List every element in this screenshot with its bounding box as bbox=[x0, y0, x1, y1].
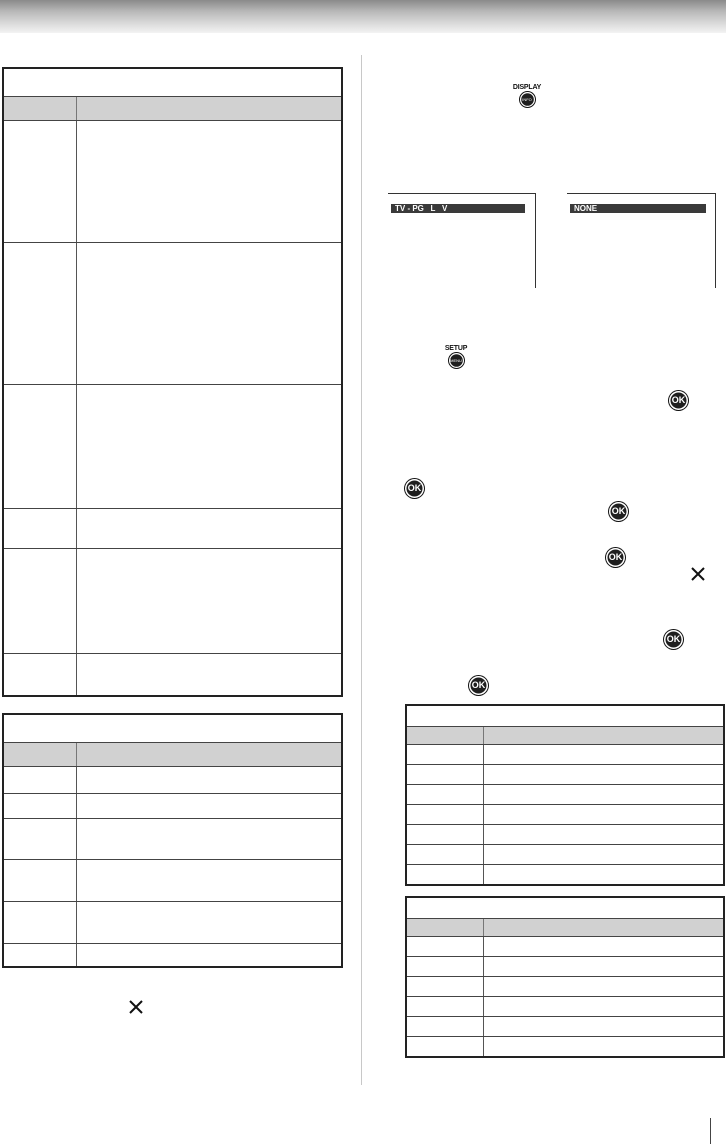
table-title bbox=[407, 706, 723, 727]
tv-screen-rating bbox=[388, 193, 536, 288]
table-row bbox=[407, 937, 723, 957]
info-label: INFO bbox=[520, 92, 535, 107]
ok-button-icon: OK bbox=[606, 548, 625, 567]
table-header bbox=[4, 743, 341, 767]
table-row bbox=[4, 794, 341, 819]
table-row bbox=[4, 549, 341, 654]
table-row bbox=[4, 121, 341, 243]
table-title bbox=[4, 715, 341, 743]
column-divider bbox=[361, 55, 362, 1085]
table-row bbox=[4, 509, 341, 549]
rating-osd-bar: TV - PG L V bbox=[391, 204, 525, 213]
display-label: DISPLAY bbox=[512, 84, 542, 91]
table-row bbox=[407, 865, 723, 884]
none-osd-bar: NONE bbox=[570, 204, 706, 213]
table-row bbox=[407, 745, 723, 765]
tv-screen-none bbox=[567, 193, 716, 288]
ok-button-icon: OK bbox=[664, 630, 683, 649]
table-row bbox=[407, 957, 723, 977]
ok-button-icon: OK bbox=[669, 391, 688, 410]
table-row bbox=[4, 385, 341, 509]
table-row bbox=[407, 1037, 723, 1056]
table-row bbox=[407, 997, 723, 1017]
table-row bbox=[407, 785, 723, 805]
rating-table-1 bbox=[2, 67, 343, 697]
table-row bbox=[4, 944, 341, 966]
table-row bbox=[407, 845, 723, 865]
table-row bbox=[4, 860, 341, 902]
table-row bbox=[407, 825, 723, 845]
close-icon bbox=[128, 999, 144, 1015]
ok-button-icon: OK bbox=[405, 479, 424, 498]
table-title bbox=[4, 69, 341, 97]
setup-label: SETUP bbox=[444, 345, 468, 352]
table-row bbox=[407, 805, 723, 825]
page-number-rule bbox=[710, 1118, 711, 1144]
ok-button-icon: OK bbox=[469, 676, 488, 695]
table-row bbox=[4, 654, 341, 695]
ok-button-icon: OK bbox=[609, 502, 628, 521]
close-icon bbox=[690, 566, 706, 582]
table-row bbox=[4, 902, 341, 944]
small-table-2 bbox=[405, 896, 725, 1058]
page-header-band bbox=[0, 0, 726, 33]
small-table-1 bbox=[405, 704, 725, 886]
table-header bbox=[407, 727, 723, 745]
setup-menu-button bbox=[436, 345, 476, 368]
table-title bbox=[407, 898, 723, 919]
table-row bbox=[4, 819, 341, 860]
table-row bbox=[407, 1017, 723, 1037]
table-row bbox=[4, 243, 341, 385]
table-row bbox=[407, 765, 723, 785]
table-header bbox=[4, 97, 341, 121]
rating-table-2 bbox=[2, 713, 343, 968]
menu-label: MENU bbox=[449, 353, 464, 368]
table-header bbox=[407, 919, 723, 937]
table-row bbox=[407, 977, 723, 997]
display-info-button bbox=[507, 84, 547, 107]
table-row bbox=[4, 767, 341, 794]
